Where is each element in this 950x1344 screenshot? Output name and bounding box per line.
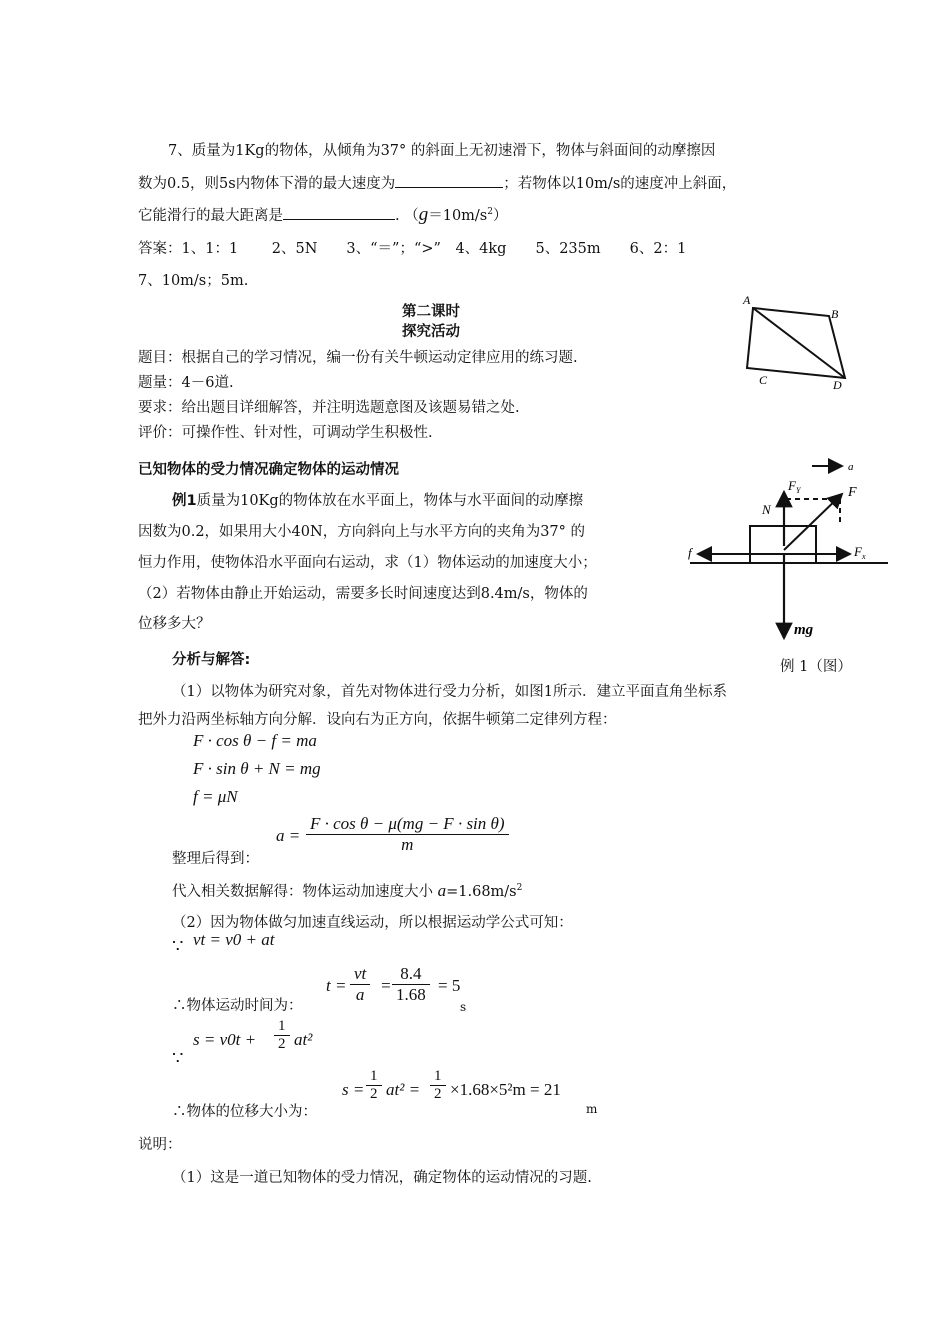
label-fy: $F_Y$ <box>788 478 801 495</box>
because-symbol-2: ∵ <box>172 1048 184 1069</box>
analysis-p1-line1: （1）以物体为研究对象，首先对物体进行受力分析，如图1所示．建立平面直角坐标系 <box>172 684 727 700</box>
eq8-half1-numerator: 1 <box>366 1068 382 1086</box>
lesson-topic: 题目：根据自己的学习情况，编一份有关牛顿运动定律应用的练习题. <box>138 350 578 366</box>
eq7-half-numerator: 1 <box>274 1018 290 1036</box>
equation-8-right: ×1.68×5²m = 21 <box>450 1080 561 1099</box>
example1-label: 例1 <box>172 493 197 509</box>
q7-line3-text: 它能滑行的最大距离是 <box>138 208 283 224</box>
lesson-title: 第二课时 <box>402 304 460 320</box>
equation-7-left: s = v0t + <box>193 1030 257 1049</box>
result-acceleration: 代入相关数据解得：物体运动加速度大小 $a=1.68m/s^2$ <box>172 881 523 900</box>
label-n: N <box>762 502 771 517</box>
equation-8-mid: at² = <box>386 1080 421 1099</box>
notes-item-1: （1）这是一道已知物体的受力情况，确定物体的运动情况的习题. <box>172 1170 592 1186</box>
lesson-requirement: 要求：给出题目详细解答，并注明选题意图及该题易错之处. <box>138 400 520 416</box>
example1-line1 <box>172 489 583 510</box>
example1-line2: 因数为0.2，如果用大小40N，方向斜向上与水平方向的夹角为37° 的 <box>138 524 586 540</box>
equation-7-half <box>274 1018 290 1053</box>
analysis-p1-line2: 把外力沿两坐标轴方向分解．设向右为正方向，依据牛顿第二定律列方程： <box>138 712 617 728</box>
result1-symbol: a <box>437 881 447 900</box>
equals-sign: = <box>380 976 392 995</box>
result1-value: =1.68m/s <box>446 884 517 900</box>
equation-5: vt = v0 + at <box>193 930 275 949</box>
equation-3: f = μN <box>193 787 238 806</box>
q7-line3: 它能滑行的最大距离是 . $(g=10m/s^2)$ <box>138 204 508 225</box>
section-heading: 已知物体的受力情况确定物体的运动情况 <box>138 462 399 478</box>
displacement-label-text: 物体的位移大小为： <box>186 1104 317 1120</box>
force-diagram <box>682 456 892 646</box>
q7-line2-text: 数为0.5，则5s内物体下滑的最大速度为 <box>138 176 396 192</box>
therefore-symbol-2: ∴ <box>172 1104 187 1120</box>
because-symbol-1: ∵ <box>172 936 184 957</box>
example1-text: 质量为10Kg的物体放在水平面上，物体与水平面间的动摩擦 <box>196 493 584 509</box>
eq8-half1-denominator: 2 <box>370 1086 378 1102</box>
label-a: A <box>743 293 751 307</box>
eq8-half2-numerator: 1 <box>430 1068 446 1086</box>
eq6-f2-denominator: 1.68 <box>396 985 426 1004</box>
example1-line4: （2）若物体由静止开始运动，需要多长时间速度达到8.4m/s，物体的 <box>138 586 588 602</box>
unit-seconds: s <box>460 1000 467 1014</box>
q7-line2 <box>138 172 736 193</box>
eq6-f1-denominator: a <box>355 985 365 1004</box>
eq8-half2-denominator: 2 <box>434 1086 442 1102</box>
equation-8-half-2 <box>430 1068 446 1103</box>
eq4-denominator: m <box>401 835 414 854</box>
lesson-count: 题量：4－6道. <box>138 375 234 391</box>
equation-4-left: a = <box>276 826 301 845</box>
q7-line3-close: ） <box>492 208 508 224</box>
q7-line3-text-b: . （ <box>395 208 419 224</box>
simplify-label: 整理后得到： <box>172 851 259 867</box>
equation-2: F · sin θ + N = mg <box>193 759 321 778</box>
notes-heading: 说明： <box>138 1137 182 1153</box>
equation-8-half-1 <box>366 1068 382 1103</box>
answer-blank-1 <box>395 173 503 188</box>
equation-6-fraction-1 <box>350 964 370 1005</box>
answers-line2: 7、10m/s；5m. <box>138 273 249 289</box>
analysis-heading: 分析与解答: <box>172 652 251 668</box>
equation-6-left: t = <box>326 976 347 995</box>
lesson-evaluation: 评价：可操作性、针对性，可调动学生积极性. <box>138 425 433 441</box>
label-fx: $F_x$ <box>854 544 866 561</box>
label-friction: f <box>688 545 692 560</box>
lesson-subtitle: 探究活动 <box>402 324 460 340</box>
example1-line5: 位移多大？ <box>138 616 211 632</box>
eq4-numerator: F · cos θ − μ(mg − F · sin θ) <box>306 814 509 835</box>
applied-force-arrow <box>784 494 842 550</box>
equation-1: F · cos θ − f = ma <box>193 731 317 750</box>
label-b: B <box>831 307 839 321</box>
time-label-text: 物体运动时间为： <box>186 998 303 1014</box>
equation-4-fraction <box>306 814 509 855</box>
q7-g-value: ＝10m/s <box>428 208 488 224</box>
label-d: D <box>833 378 842 392</box>
answer-blank-2 <box>283 205 395 220</box>
unit-meters: m <box>586 1102 598 1116</box>
label-f: F <box>848 485 857 500</box>
answers-line1: 答案：1、1：1 2、5N 3、“＝”；“>” 4、4kg 5、235m 6、2：1 <box>138 241 687 257</box>
equation-6-right: = 5 <box>438 976 461 995</box>
time-label <box>172 994 303 1015</box>
analysis-p2: （2）因为物体做匀加速直线运动，所以根据运动学公式可知： <box>172 915 573 931</box>
equation-6-fraction-2 <box>392 964 430 1005</box>
example1-line3: 恒力作用，使物体沿水平面向右运动，求（1）物体运动的加速度大小； <box>138 555 597 571</box>
parallelogram-figure <box>735 288 865 392</box>
q7-line1: 7、质量为1Kg的物体，从倾角为37° 的斜面上无初速滑下，物体与斜面间的动摩擦因 <box>168 143 716 159</box>
eq6-f2-numerator: 8.4 <box>392 964 430 985</box>
q7-line2-text-b: ；若物体以10m/s的速度冲上斜面， <box>503 176 737 192</box>
equation-7-right: at² <box>294 1030 313 1049</box>
equation-8-left: s = <box>342 1080 365 1099</box>
result1-text: 代入相关数据解得：物体运动加速度大小 <box>172 884 433 900</box>
eq7-half-denominator: 2 <box>278 1036 286 1052</box>
eq6-f1-numerator: vt <box>350 964 370 985</box>
g-symbol: g <box>418 204 429 225</box>
label-acceleration: a <box>848 461 854 473</box>
figure-caption: 例 1（图） <box>780 659 852 675</box>
displacement-label <box>172 1100 317 1121</box>
label-c: C <box>759 373 768 387</box>
label-mg: mg <box>794 622 814 638</box>
therefore-symbol-1: ∴ <box>172 998 187 1014</box>
